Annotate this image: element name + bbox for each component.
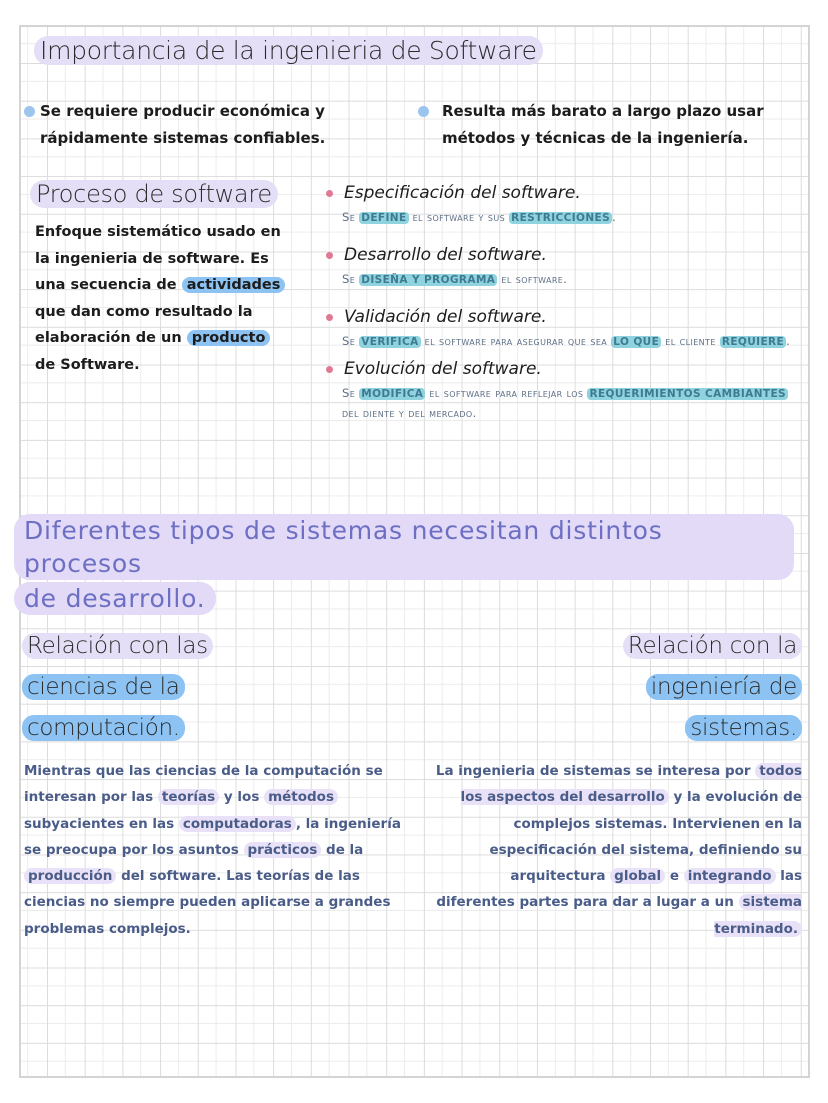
process-step xyxy=(322,240,792,290)
text-run: La ingenieria de sistemas se interesa por xyxy=(435,763,756,779)
text-run: del software. Las teorías de las ciencias no siempre pueden aplicarse a grandes problemas complejos. xyxy=(24,868,391,937)
heading-line: Relación con la xyxy=(623,633,802,659)
keyword-highlight: global xyxy=(610,868,665,884)
process-step xyxy=(322,354,792,423)
step-title xyxy=(322,240,792,270)
text-run: el software para reflejar los xyxy=(425,386,588,400)
text-run: Se xyxy=(342,210,360,224)
keyword-highlight: RESTRICCIONES xyxy=(511,212,611,224)
heading-line: ingeniería de xyxy=(646,674,802,700)
highlight-producto: producto xyxy=(187,330,271,346)
step-title-text: Desarrollo del software. xyxy=(344,245,547,265)
heading-line: Relación con las xyxy=(22,633,213,659)
process-step xyxy=(322,302,792,352)
relation-se-paragraph xyxy=(430,758,802,942)
step-description xyxy=(322,270,792,290)
heading-line: sistemas. xyxy=(685,715,802,741)
importance-point-2 xyxy=(418,98,798,152)
keyword-highlight: producción xyxy=(24,868,116,884)
step-title xyxy=(322,302,792,332)
text-run: el software para asegurar que sea xyxy=(420,334,612,348)
keyword-highlight: MODIFICA xyxy=(361,388,424,400)
step-title-text: Validación del software. xyxy=(344,307,547,327)
keyword-highlight: integrando xyxy=(684,868,776,884)
bullet-dot-icon xyxy=(24,106,35,117)
relation-cs-heading xyxy=(22,626,213,749)
text-run: Se xyxy=(342,334,360,348)
keyword-highlight: VERIFICA xyxy=(361,336,419,348)
heading-line: computación. xyxy=(22,715,185,741)
callout-line-1: Diferentes tipos de sistemas necesitan distintos procesos xyxy=(14,514,794,580)
keyword-highlight: prácticos xyxy=(244,842,322,858)
callout-text xyxy=(14,514,794,615)
text-run: el software. xyxy=(497,272,568,286)
process-heading xyxy=(22,180,286,208)
importance-point-1 xyxy=(24,98,354,152)
keyword-highlight: sistema terminado. xyxy=(714,894,802,937)
process-heading-text: Proceso de software xyxy=(30,180,278,208)
text-run: el cliente xyxy=(661,334,720,348)
step-description xyxy=(322,208,792,228)
keyword-highlight: REQUIERE xyxy=(721,336,785,348)
bullet-dot-icon xyxy=(326,366,333,373)
keyword-highlight: DISEÑA Y PROGRAMA xyxy=(361,274,496,286)
bullet-dot-icon xyxy=(418,106,429,117)
bullet-dot-icon xyxy=(326,190,333,197)
text-run: y la evolución de complejos sistemas. Intervienen en la especificación del sistema, definiendo su arquitectura xyxy=(489,789,802,885)
importance-point-text: Resulta más barato a largo plazo usar métodos y técnicas de la ingeniería. xyxy=(442,102,764,147)
text-run: e xyxy=(665,868,684,885)
text-run: de Software. xyxy=(35,356,140,373)
relation-cs-paragraph xyxy=(24,758,404,942)
text-run: Mientras que las ciencias de la computación se interesan por las xyxy=(24,763,383,806)
step-title-text: Evolución del software. xyxy=(344,359,542,379)
heading-line: ciencias de la xyxy=(22,674,185,700)
bullet-dot-icon xyxy=(326,314,333,321)
relation-se-heading xyxy=(623,626,802,749)
highlight-actividades: actividades xyxy=(182,277,286,293)
text-run: subyacientes en las xyxy=(24,815,179,832)
title-highlight: Importancia de la ingenieria de Software xyxy=(34,36,543,65)
process-steps-list xyxy=(322,178,792,423)
step-description xyxy=(322,332,792,352)
process-step xyxy=(322,178,792,228)
text-run: . xyxy=(612,210,617,224)
text-run: de la xyxy=(321,841,364,858)
page-title xyxy=(26,36,551,65)
keyword-highlight: REQUERIMIENTOS CAMBIANTES xyxy=(589,388,786,400)
process-definition xyxy=(35,219,295,378)
step-description xyxy=(322,384,792,423)
step-title xyxy=(322,354,792,384)
text-run: Se xyxy=(342,272,360,286)
importance-point-text: Se requiere producir económica y rápidamente sistemas confiables. xyxy=(40,102,326,147)
text-run: Se xyxy=(342,386,360,400)
text-run: Enfoque sistemático usado en la ingenieria de software. Es una secuencia de xyxy=(35,224,281,293)
keyword-highlight: todos los aspectos del desarrollo xyxy=(460,763,802,806)
text-run: . xyxy=(786,334,791,348)
callout-line-2: de desarrollo. xyxy=(14,582,216,615)
text-run: y los xyxy=(219,789,265,806)
step-title xyxy=(322,178,792,208)
text-run: , la ingeniería se preocupa por los asuntos xyxy=(24,815,401,858)
keyword-highlight: computadoras xyxy=(179,816,296,832)
bullet-dot-icon xyxy=(326,252,333,259)
text-run: el software y sus xyxy=(408,210,510,224)
keyword-highlight: teorías xyxy=(158,789,219,805)
keyword-highlight: DEFINE xyxy=(361,212,407,224)
step-title-text: Especificación del software. xyxy=(344,183,581,203)
text-run: que dan como resultado la elaboración de un xyxy=(35,303,253,346)
text-run: las diferentes partes para dar a lugar a un xyxy=(436,868,802,911)
keyword-highlight: métodos xyxy=(264,789,338,805)
keyword-highlight: LO QUE xyxy=(613,336,660,348)
text-run: del diente y del mercado. xyxy=(342,406,477,420)
